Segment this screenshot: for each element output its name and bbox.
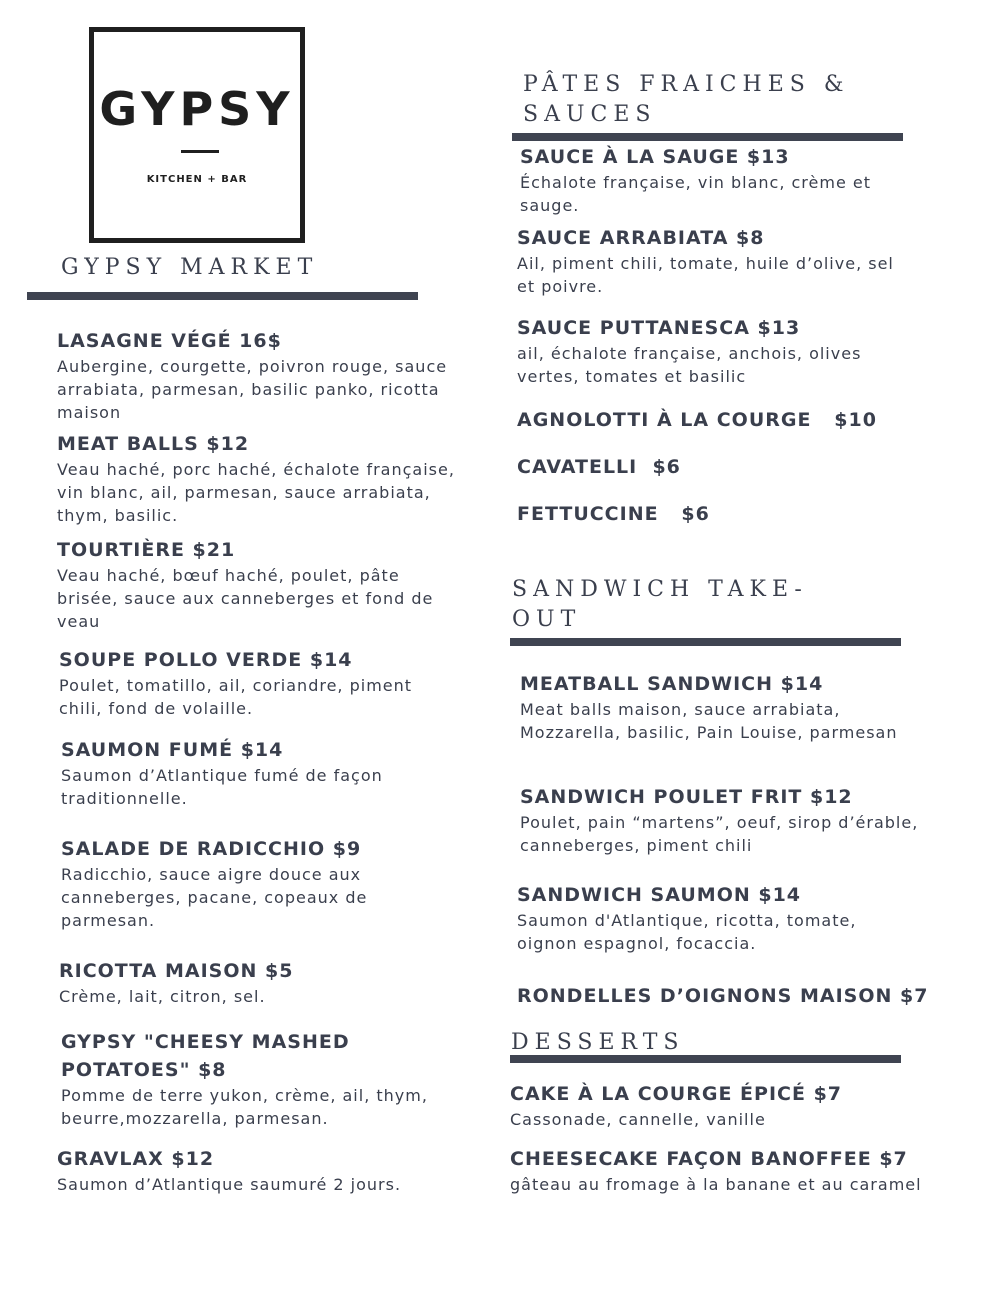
menu-item-description: Cassonade, cannelle, vanille	[510, 1110, 766, 1129]
section-title-pates: PÂTES FRAICHES & SAUCES	[523, 72, 850, 127]
menu-item-title: MEAT BALLS $12	[57, 433, 250, 455]
menu-item-title: SAUMON FUMÉ $14	[61, 739, 284, 761]
menu-item	[517, 500, 917, 528]
menu-item	[517, 982, 977, 1010]
menu-item	[517, 224, 907, 298]
menu-item-title: CAVATELLI $6	[517, 456, 681, 478]
menu-item-description: Pomme de terre yukon, crème, ail, thym, beurre,mozzarella, parmesan.	[61, 1086, 428, 1128]
menu-item-description: Ail, piment chili, tomate, huile d’olive, sel et poivre.	[517, 254, 894, 296]
section-divider-pates	[512, 133, 903, 141]
menu-item	[510, 1080, 980, 1131]
menu-item	[520, 670, 920, 744]
menu-item-title: SOUPE POLLO VERDE $14	[59, 649, 353, 671]
logo-name: GYPSY	[99, 82, 295, 136]
menu-item-description: Radicchio, sauce aigre douce aux canneberges, pacane, copeaux de parmesan.	[61, 865, 368, 930]
logo	[89, 27, 305, 243]
menu-item-title: RICOTTA MAISON $5	[59, 960, 294, 982]
menu-item-title: SANDWICH POULET FRIT $12	[520, 786, 853, 808]
menu-item-title: FETTUCCINE $6	[517, 503, 710, 525]
menu-item-title: MEATBALL SANDWICH $14	[520, 673, 824, 695]
logo-subtitle: KITCHEN + BAR	[146, 174, 248, 185]
menu-item	[520, 783, 920, 857]
menu-item-title: TOURTIÈRE $21	[57, 539, 236, 561]
section-divider-market	[27, 292, 418, 300]
menu-item-title: CAKE À LA COURGE ÉPICÉ $7	[510, 1083, 843, 1105]
menu-item	[57, 1145, 457, 1196]
section-title-desserts: DESSERTS	[511, 1030, 685, 1055]
menu-item-description: Saumon d’Atlantique saumuré 2 jours.	[57, 1175, 402, 1194]
menu-item	[57, 536, 457, 633]
menu-item-description: Veau haché, porc haché, échalote française, vin blanc, ail, parmesan, sauce arrabiata, thym, basilic.	[57, 460, 455, 525]
logo-divider	[181, 150, 219, 153]
menu-item	[59, 957, 459, 1008]
menu-item-description: Meat balls maison, sauce arrabiata, Mozzarella, basilic, Pain Louise, parmesan	[520, 700, 898, 742]
menu-item-title: CHEESECAKE FAÇON BANOFFEE $7	[510, 1148, 908, 1170]
menu-item-title: SAUCE ARRABIATA $8	[517, 227, 765, 249]
menu-item-description: Échalote française, vin blanc, crème et sauge.	[520, 173, 871, 215]
menu-item	[517, 314, 907, 388]
menu-item	[517, 881, 917, 955]
menu-item-title: LASAGNE VÉGÉ 16$	[57, 330, 282, 352]
section-title-market: GYPSY MARKET	[61, 255, 319, 280]
section-title-sandwich: SANDWICH TAKE-OUT	[512, 577, 808, 632]
menu-item-title: SAUCE À LA SAUGE $13	[520, 146, 790, 168]
menu-item	[61, 835, 461, 932]
menu-item-title: SANDWICH SAUMON $14	[517, 884, 802, 906]
menu-item	[59, 646, 459, 720]
menu-item	[520, 143, 910, 217]
menu-item	[57, 430, 457, 527]
menu-item-description: Poulet, pain “martens”, oeuf, sirop d’érable, canneberges, piment chili	[520, 813, 919, 855]
menu-item-title: SAUCE PUTTANESCA $13	[517, 317, 801, 339]
menu-item-description: Veau haché, bœuf haché, poulet, pâte brisée, sauce aux canneberges et fond de veau	[57, 566, 434, 631]
section-divider-desserts	[510, 1055, 901, 1063]
menu-item-description: Aubergine, courgette, poivron rouge, sauce arrabiata, parmesan, basilic panko, ricotta maison	[57, 357, 448, 422]
menu-item-title: SALADE DE RADICCHIO $9	[61, 838, 362, 860]
menu-item-title: RONDELLES D’OIGNONS MAISON $7	[517, 985, 929, 1007]
menu-item-description: Crème, lait, citron, sel.	[59, 987, 266, 1006]
menu-item-description: Saumon d'Atlantique, ricotta, tomate, oignon espagnol, focaccia.	[517, 911, 857, 953]
menu-item	[517, 453, 917, 481]
menu-item-title: GYPSY "CHEESY MASHED POTATOES" $8	[61, 1031, 350, 1081]
menu-item	[61, 1028, 471, 1130]
menu-item	[61, 736, 461, 810]
menu-item-description: gâteau au fromage à la banane et au caramel	[510, 1175, 922, 1194]
menu-item-description: ail, échalote française, anchois, olives vertes, tomates et basilic	[517, 344, 862, 386]
section-divider-sandwich	[510, 638, 901, 646]
menu-item-description: Poulet, tomatillo, ail, coriandre, piment chili, fond de volaille.	[59, 676, 413, 718]
menu-item-title: AGNOLOTTI À LA COURGE $10	[517, 409, 877, 431]
menu-item-title: GRAVLAX $12	[57, 1148, 215, 1170]
menu-item	[510, 1145, 990, 1196]
menu-item-description: Saumon d’Atlantique fumé de façon traditionnelle.	[61, 766, 383, 808]
menu-item	[517, 406, 937, 434]
menu-item	[57, 327, 457, 424]
